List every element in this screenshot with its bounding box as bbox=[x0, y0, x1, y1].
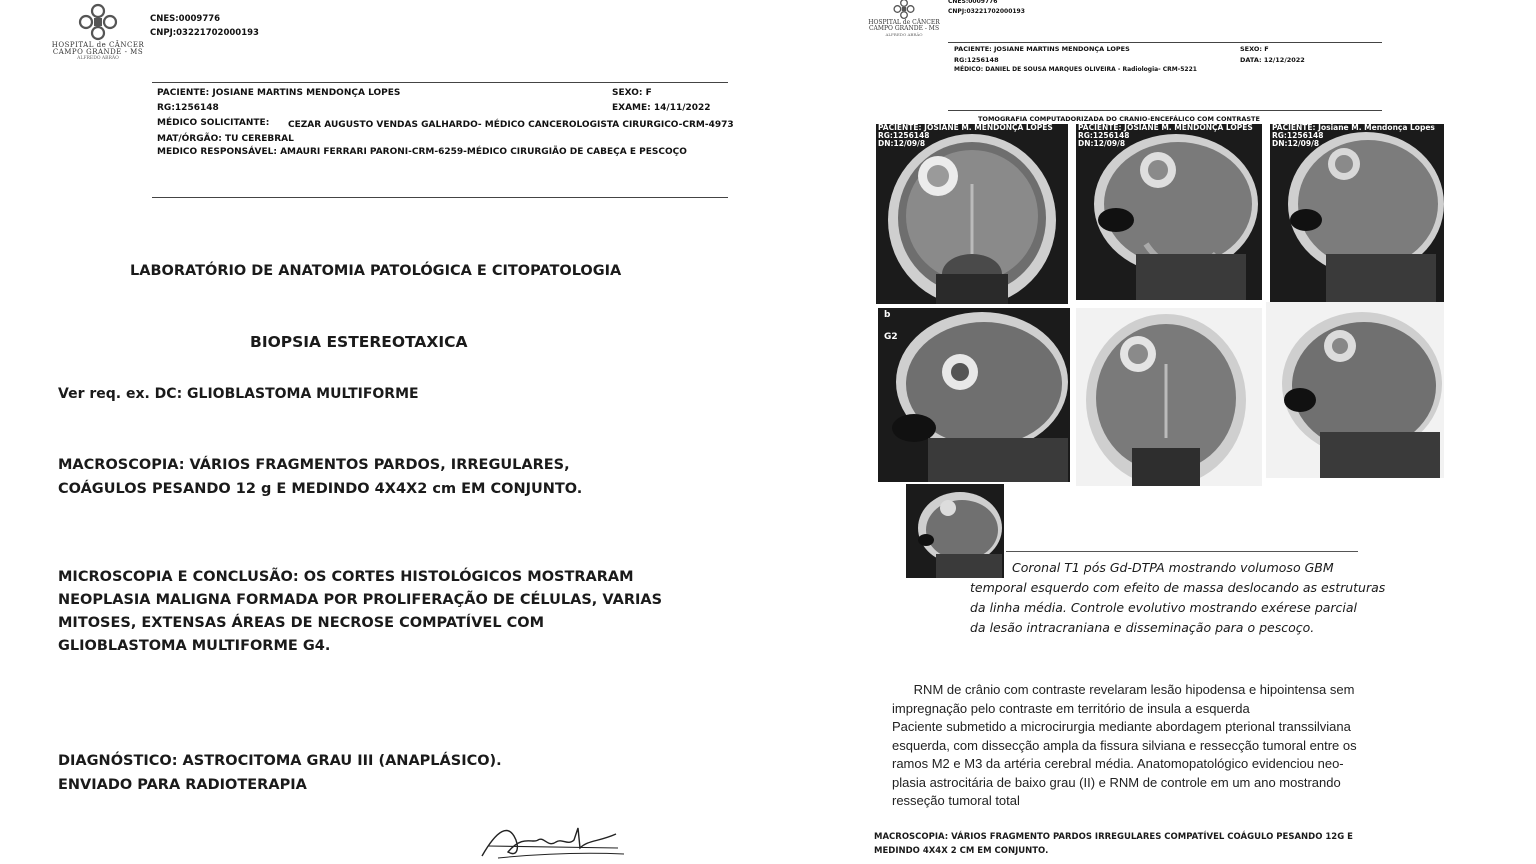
macroscopy-line: MEDINDO 4X4X 2 CM EM CONJUNTO. bbox=[874, 846, 1049, 856]
requesting-doctor: CEZAR AUGUSTO VENDAS GALHARDO- MÉDICO CANCEROLOGISTA CIRURGICO-CRM-4973 bbox=[288, 120, 734, 130]
imaging-report-page bbox=[840, 0, 1536, 864]
caption-line: temporal esquerdo com efeito de massa deslocando as estruturas bbox=[970, 580, 1386, 595]
cnpj-number: CNPJ:03221702000193 bbox=[150, 28, 259, 38]
mri-caption: PACIENTE: Josiane M. Mendonça Lopes RG:1256148 DN:12/09/8 bbox=[1272, 124, 1435, 148]
microscopy-line: MITOSES, EXTENSAS ÁREAS DE NECROSE COMPATÍVEL COM bbox=[58, 615, 545, 631]
header-bottom-rule bbox=[152, 197, 728, 198]
cnpj-number: CNPJ:03221702000193 bbox=[948, 8, 1025, 15]
mri-sagittal-image bbox=[1270, 124, 1444, 304]
mri-axial-image bbox=[878, 308, 1070, 482]
patient-name: PACIENTE: JOSIANE MARTINS MENDONÇA LOPES bbox=[157, 88, 401, 98]
mri-grade-tag: G2 bbox=[884, 332, 898, 342]
macroscopy-line: MACROSCOPIA: VÁRIOS FRAGMENTOS PARDOS, IRREGULARES, bbox=[58, 457, 570, 473]
requisition-note: Ver req. ex. DC: GLIOBLASTOMA MULTIFORME bbox=[58, 386, 419, 402]
caption-rule bbox=[1006, 551, 1358, 552]
doctor-signature bbox=[478, 822, 628, 864]
header-bottom-rule bbox=[948, 110, 1382, 111]
responsible-doctor: MEDICO RESPONSÁVEL: AMAURI FERRARI PARONI-CRM-6259-MÉDICO CIRURGIÃO DE CABEÇA E PESCOÇO bbox=[157, 147, 687, 157]
mri-sagittal-image bbox=[1076, 124, 1262, 300]
logo-line-1: HOSPITAL de CÂNCER bbox=[51, 41, 145, 49]
microscopy-line: NEOPLASIA MALIGNA FORMADA POR PROLIFERAÇÃO DE CÉLULAS, VARIAS bbox=[58, 592, 663, 608]
summary-line: plasia astrocitária de baixo grau (II) e RNM de controle em um ano mostrando bbox=[892, 774, 1341, 790]
hospital-logo bbox=[854, 0, 954, 37]
header-top-rule bbox=[152, 82, 728, 83]
patient-sex: SEXO: F bbox=[612, 88, 652, 98]
patient-name: PACIENTE: JOSIANE MARTINS MENDONÇA LOPES bbox=[954, 45, 1130, 53]
microscopy-line: MICROSCOPIA E CONCLUSÃO: OS CORTES HISTOLÓGICOS MOSTRARAM bbox=[58, 569, 634, 585]
macroscopy-section bbox=[58, 453, 582, 501]
summary-line: esquerda, com dissecção ampla da fissura silviana e ressecção tumoral entre os bbox=[892, 737, 1357, 753]
mri-panel-tag: b bbox=[884, 310, 891, 320]
diagnosis-line: DIAGNÓSTICO: ASTROCITOMA GRAU III (ANAPLÁSICO). bbox=[58, 753, 502, 769]
summary-line: impregnação pelo contraste em território de insula a esquerda bbox=[892, 700, 1250, 716]
hospital-ids bbox=[150, 12, 259, 40]
image-caption bbox=[970, 558, 1386, 638]
material-organ: MAT/ÓRGÃO: TU CEREBRAL bbox=[157, 134, 294, 144]
logo-line-3: ALFREDO ABRÃO bbox=[77, 55, 119, 61]
caption-line: Coronal T1 pós Gd-DTPA mostrando volumoso GBM bbox=[1012, 560, 1334, 575]
summary-line: ramos M2 e M3 da artéria cerebral média. Anatomopatológico evidenciou neo- bbox=[892, 756, 1344, 771]
hospital-emblem-icon bbox=[886, 0, 922, 20]
macroscopy-section bbox=[874, 830, 1353, 858]
hospital-ids bbox=[948, 0, 1025, 17]
macroscopy-line: COÁGULOS PESANDO 12 g E MEDINDO 4X4X2 cm EM CONJUNTO. bbox=[58, 481, 583, 497]
exam-title: TOMOGRAFIA COMPUTADORIZADA DO CRANIO-ENCEFÁLICO COM CONTRASTE bbox=[978, 115, 1260, 123]
summary-line: Paciente submetido a microcirurgia mediante abordagem pterional transsilviana bbox=[892, 719, 1351, 734]
requesting-doctor-label: MÉDICO SOLICITANTE: bbox=[157, 118, 270, 128]
diagnosis-line: ENVIADO PARA RADIOTERAPIA bbox=[58, 777, 307, 793]
mri-coronal-image bbox=[1076, 308, 1262, 486]
cnes-number: CNES:0009776 bbox=[150, 14, 221, 24]
hospital-emblem-icon bbox=[73, 2, 123, 42]
microscopy-line: GLIOBLASTOMA MULTIFORME G4. bbox=[58, 638, 331, 654]
mri-caption: PACIENTE: JOSIANE M. MENDONÇA LOPES RG:1256148 DN:12/09/8 bbox=[1078, 124, 1253, 148]
logo-line-1: HOSPITAL de CÂNCER bbox=[868, 19, 940, 26]
logo-line-2: CAMPO GRANDE - MS bbox=[868, 25, 940, 33]
macroscopy-line: MACROSCOPIA: VÁRIOS FRAGMENTO PARDOS IRREGULARES COMPATÍVEL COÁGULO PESANDO 12G E bbox=[874, 832, 1353, 842]
exam-date: DATA: 12/12/2022 bbox=[1240, 56, 1305, 64]
caption-line: da linha média. Controle evolutivo mostrando exérese parcial bbox=[970, 600, 1358, 615]
cnes-number: CNES:0009776 bbox=[948, 0, 998, 5]
patient-rg: RG:1256148 bbox=[954, 56, 999, 64]
radiologist: MÉDICO: DANIEL DE SOUSA MARQUES OLIVEIRA - Radiologia- CRM-5221 bbox=[954, 66, 1197, 73]
pathology-report-page bbox=[0, 0, 760, 864]
mri-caption: PACIENTE: JOSIANE M. MENDONÇA LOPES RG:1256148 DN:12/09/8 bbox=[878, 124, 1053, 148]
lab-title: LABORATÓRIO DE ANATOMIA PATOLÓGICA E CITOPATOLOGIA bbox=[130, 263, 622, 279]
mri-coronal-image bbox=[876, 124, 1068, 304]
logo-line-2: CAMPO GRANDE - MS bbox=[52, 48, 144, 57]
microscopy-section bbox=[58, 566, 662, 658]
header-top-rule bbox=[948, 42, 1382, 43]
summary-line: RNM de crânio com contraste revelaram lesão hipodensa e hipointensa sem bbox=[892, 682, 1355, 697]
patient-sex: SEXO: F bbox=[1240, 45, 1269, 53]
summary-line: resseção tumoral total bbox=[892, 793, 1020, 808]
patient-rg: RG:1256148 bbox=[157, 103, 219, 113]
diagnosis-section bbox=[58, 749, 502, 797]
caption-line: da lesão intracraniana e disseminação para o pescoço. bbox=[970, 620, 1315, 635]
mri-sagittal-image bbox=[1266, 302, 1444, 478]
hospital-logo bbox=[38, 2, 158, 61]
logo-line-3: ALFREDO ABRÃO bbox=[885, 31, 923, 37]
exam-date: EXAME: 14/11/2022 bbox=[612, 103, 711, 113]
clinical-summary bbox=[892, 681, 1472, 811]
exam-title: BIOPSIA ESTEREOTAXICA bbox=[250, 333, 468, 351]
